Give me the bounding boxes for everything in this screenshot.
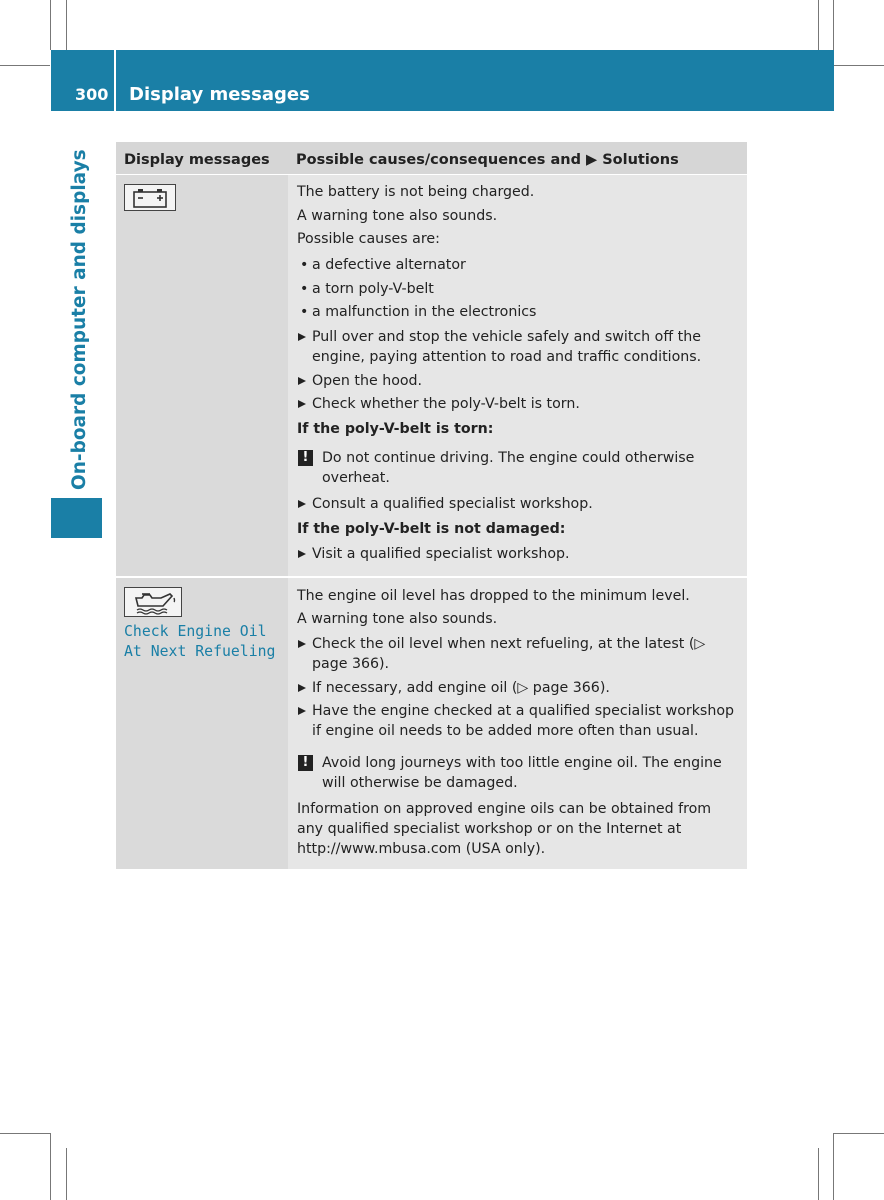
arrow-icon: [298, 400, 306, 408]
instruction-step: [297, 701, 739, 741]
page-number: 300: [75, 85, 109, 104]
battery-icon: [124, 184, 176, 211]
text-paragraph: A warning tone also sounds.: [297, 611, 498, 627]
arrow-icon: [298, 550, 306, 558]
display-messages-table: [116, 142, 747, 871]
instruction-step: [297, 544, 739, 564]
display-message-cell: [116, 175, 288, 576]
arrow-icon: [298, 640, 306, 648]
crop-mark: [818, 0, 819, 50]
page-title: Display messages: [129, 84, 310, 105]
solutions-cell: [288, 578, 747, 869]
instruction-step: [297, 494, 739, 514]
warning-text: Avoid long journeys with too little engine oil. The engine will otherwise be damaged.: [322, 755, 722, 791]
table-row: [116, 175, 747, 578]
text-paragraph: Possible causes are:: [297, 231, 440, 247]
instruction-step: [297, 327, 739, 367]
table-row: [116, 578, 747, 871]
warning-note: [297, 753, 739, 793]
subheading: If the poly-V-belt is not damaged:: [297, 521, 566, 537]
instruction-step: [297, 371, 739, 391]
text-paragraph: The engine oil level has dropped to the minimum level.: [297, 587, 690, 604]
subheading: If the poly-V-belt is torn:: [297, 421, 494, 437]
crop-mark: [833, 1133, 834, 1200]
text-paragraph: A warning tone also sounds.: [297, 207, 498, 224]
crop-mark: [834, 1133, 884, 1134]
step-text: Have the engine checked at a qualified specialist workshop if engine oil needs to be added more often than usual.: [312, 703, 735, 739]
step-text: Visit a qualified specialist workshop.: [312, 546, 570, 562]
list-item-text: a defective alternator: [312, 257, 466, 273]
crop-mark: [818, 1148, 819, 1200]
display-message-line: Check Engine Oil: [124, 622, 267, 640]
arrow-icon: [298, 500, 306, 508]
list-item: • a malfunction in the electronics: [300, 304, 537, 320]
instruction-step: [297, 678, 739, 698]
column-header-causes-solutions: Possible causes/consequences and ▶ Solutions: [296, 152, 679, 168]
text-paragraph: Information on approved engine oils can be obtained from any qualified specialist workshop or on the Internet at http://www.mbusa.com (USA only).: [297, 801, 712, 857]
table-header: [116, 142, 747, 175]
arrow-icon: [298, 684, 306, 692]
list-item-text: a malfunction in the electronics: [312, 304, 537, 320]
text-paragraph: The battery is not being charged.: [297, 184, 535, 200]
instruction-step: [297, 394, 739, 414]
column-header-display-messages: Display messages: [124, 152, 270, 168]
arrow-icon: [298, 377, 306, 385]
list-item: • a defective alternator: [300, 257, 466, 273]
list-item-text: a torn poly-V-belt: [312, 280, 434, 297]
arrow-icon: [298, 333, 306, 341]
crop-mark: [66, 1148, 67, 1200]
warning-icon: !: [298, 450, 313, 466]
display-message-cell: [116, 578, 288, 869]
step-text: If necessary, add engine oil (▷ page 366).: [312, 679, 610, 696]
warning-icon: !: [298, 755, 313, 771]
solutions-cell: [288, 175, 747, 576]
warning-text: Do not continue driving. The engine could otherwise overheat.: [322, 450, 695, 486]
step-text: Check whether the poly-V-belt is torn.: [312, 396, 580, 412]
warning-note: [297, 448, 739, 488]
oil-can-icon: [124, 587, 182, 617]
list-item: • a torn poly-V-belt: [300, 280, 434, 297]
crop-mark: [0, 65, 50, 66]
section-tab-marker: [51, 498, 102, 538]
step-text: Open the hood.: [312, 372, 423, 389]
crop-mark: [50, 1133, 51, 1200]
crop-mark: [833, 0, 834, 50]
section-tab-label: On-board computer and displays: [69, 149, 90, 490]
instruction-step: [297, 634, 739, 674]
crop-mark: [66, 0, 67, 50]
crop-mark: [0, 1133, 50, 1134]
step-text: Consult a qualified specialist workshop.: [312, 496, 593, 512]
arrow-icon: [298, 707, 306, 715]
display-message-line: At Next Refueling: [124, 642, 276, 660]
step-text: Check the oil level when next refueling, at the latest (▷ page 366).: [312, 636, 706, 672]
crop-mark: [834, 65, 884, 66]
step-text: Pull over and stop the vehicle safely and switch off the engine, paying attention to road and traffic conditions.: [312, 329, 702, 365]
crop-mark: [50, 0, 51, 50]
